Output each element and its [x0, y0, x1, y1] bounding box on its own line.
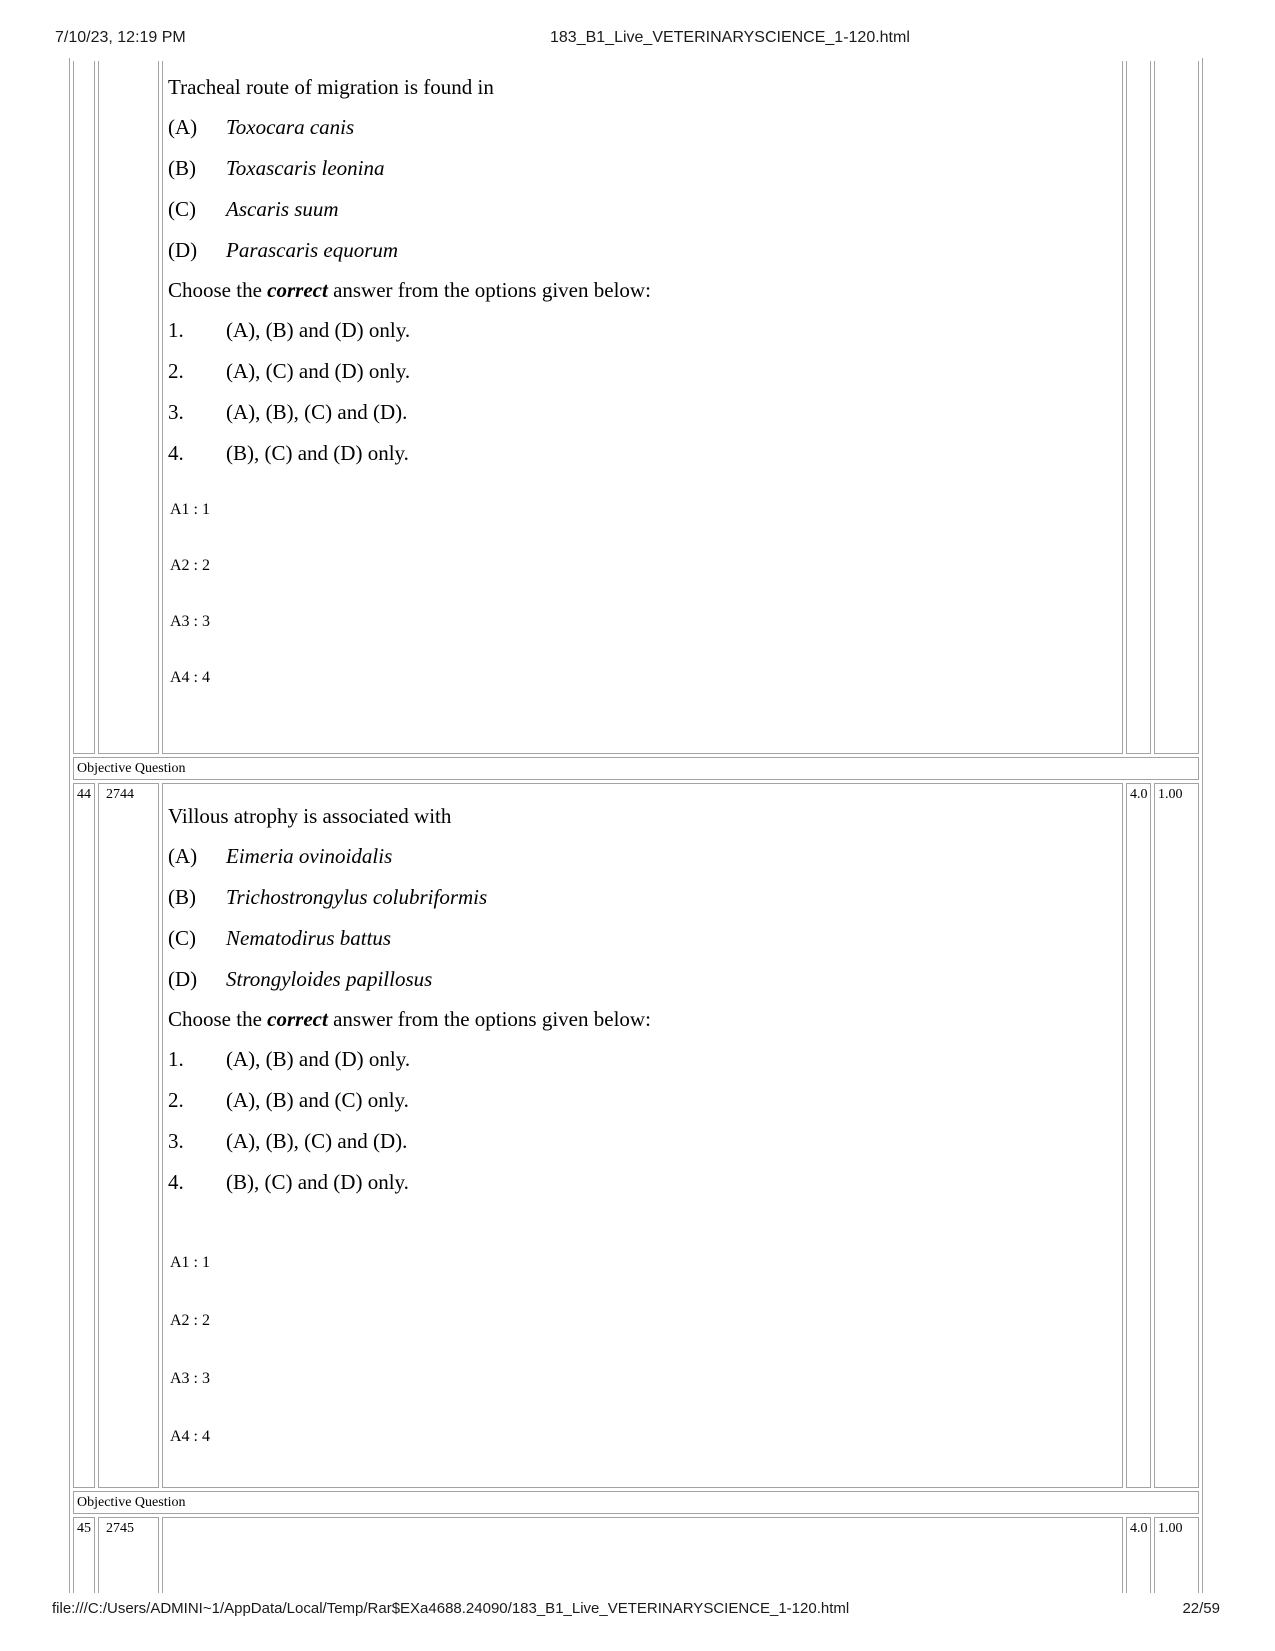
marks-cell: 4.0 — [1126, 783, 1151, 1488]
option-letter: (C) — [168, 197, 196, 221]
choice-row — [168, 351, 1116, 392]
choose-instruction: Choose the correct answer from the options given below: — [168, 1007, 651, 1031]
answer-key-line: A2 : 2 — [170, 1312, 210, 1329]
choice-text: (A), (B) and (D) only. — [226, 318, 411, 342]
option-row — [168, 918, 1116, 959]
choice-number: 4. — [168, 441, 184, 465]
question-id-cell — [98, 61, 159, 754]
choice-text: (A), (B), (C) and (D). — [226, 400, 408, 424]
choice-number: 2. — [168, 359, 184, 383]
choice-row — [168, 1039, 1116, 1080]
answer-key-line: A2 : 2 — [170, 557, 210, 574]
choice-number: 4. — [168, 1170, 184, 1194]
question-content-cell — [162, 61, 1123, 754]
header-print-date: 7/10/23, 12:19 PM — [55, 29, 186, 46]
option-text: Eimeria ovinoidalis — [226, 844, 393, 868]
question-row-43 — [73, 61, 1199, 754]
option-letter: (D) — [168, 238, 198, 262]
choice-row — [168, 1080, 1116, 1121]
exam-table-region — [69, 58, 1203, 1593]
exam-question-table — [69, 58, 1203, 1593]
answer-key-line: A3 : 3 — [170, 1370, 210, 1387]
question-text: Tracheal route of migration is found in — [168, 75, 494, 99]
choice-text: (A), (C) and (D) only. — [226, 359, 411, 383]
question-number-cell: 44 — [73, 783, 95, 1488]
option-row — [168, 959, 1116, 1000]
question-content-cell — [162, 783, 1123, 1488]
choice-text: (B), (C) and (D) only. — [226, 441, 409, 465]
choice-row — [168, 1121, 1116, 1162]
choice-number: 1. — [168, 1047, 184, 1071]
negative-marks-cell — [1154, 61, 1199, 754]
option-letter: (B) — [168, 156, 196, 180]
option-letter: (B) — [168, 885, 196, 909]
objective-question-label: Objective Question — [73, 1491, 1199, 1514]
option-row — [168, 189, 1116, 230]
option-text: Toxascaris leonina — [226, 156, 385, 180]
negative-marks-cell: 1.00 — [1154, 783, 1199, 1488]
option-text: Toxocara canis — [226, 115, 355, 139]
question-text: Villous atrophy is associated with — [168, 804, 452, 828]
choice-number: 3. — [168, 400, 184, 424]
option-text: Ascaris suum — [226, 197, 339, 221]
choice-number: 3. — [168, 1129, 184, 1153]
question-row-44 — [73, 783, 1199, 1488]
choice-number: 2. — [168, 1088, 184, 1112]
option-text: Parascaris equorum — [226, 238, 399, 262]
header-document-title: 183_B1_Live_VETERINARYSCIENCE_1-120.html — [550, 29, 910, 46]
marks-cell — [1126, 61, 1151, 754]
answer-key-block — [166, 500, 1116, 687]
question-id-cell: 2745 — [98, 1517, 159, 1593]
question-row-45 — [73, 1517, 1199, 1593]
choice-text: (A), (B), (C) and (D). — [226, 1129, 408, 1153]
option-letter: (A) — [168, 844, 198, 868]
footer-file-url: file:///C:/Users/ADMINI~1/AppData/Local/Temp/Rar$EXa4688.24090/183_B1_Live_VETERINARYSCIENCE_1-120.html — [52, 1600, 850, 1617]
choice-text: (A), (B) and (C) only. — [226, 1088, 409, 1112]
negative-marks-cell: 1.00 — [1154, 1517, 1199, 1593]
choice-row — [168, 1162, 1116, 1203]
choice-row — [168, 310, 1116, 351]
section-label-row — [73, 1491, 1199, 1514]
option-row — [168, 877, 1116, 918]
choice-row — [168, 392, 1116, 433]
question-content-cell — [162, 1517, 1123, 1593]
footer-page-number: 22/59 — [1182, 1600, 1220, 1617]
option-row — [168, 230, 1116, 271]
answer-key-line: A4 : 4 — [170, 669, 210, 686]
objective-question-label: Objective Question — [73, 757, 1199, 780]
choice-row — [168, 433, 1116, 474]
option-text: Trichostrongylus colubriformis — [226, 885, 488, 909]
question-number-cell: 45 — [73, 1517, 95, 1593]
marks-cell: 4.0 — [1126, 1517, 1151, 1593]
option-letter: (C) — [168, 926, 196, 950]
option-row — [168, 836, 1116, 877]
choice-text: (B), (C) and (D) only. — [226, 1170, 409, 1194]
answer-key-line: A1 : 1 — [170, 1254, 210, 1271]
section-label-row — [73, 757, 1199, 780]
question-number-cell — [73, 61, 95, 754]
option-row — [168, 148, 1116, 189]
option-text: Nematodirus battus — [226, 926, 392, 950]
question-id-cell: 2744 — [98, 783, 159, 1488]
option-letter: (D) — [168, 967, 198, 991]
choose-instruction: Choose the correct answer from the options given below: — [168, 278, 651, 302]
choice-number: 1. — [168, 318, 184, 342]
choice-text: (A), (B) and (D) only. — [226, 1047, 411, 1071]
option-text: Strongyloides papillosus — [226, 967, 433, 991]
answer-key-line: A3 : 3 — [170, 613, 210, 630]
option-row — [168, 107, 1116, 148]
answer-key-line: A4 : 4 — [170, 1428, 210, 1445]
answer-key-block — [166, 1253, 1116, 1446]
answer-key-line: A1 : 1 — [170, 501, 210, 518]
option-letter: (A) — [168, 115, 198, 139]
